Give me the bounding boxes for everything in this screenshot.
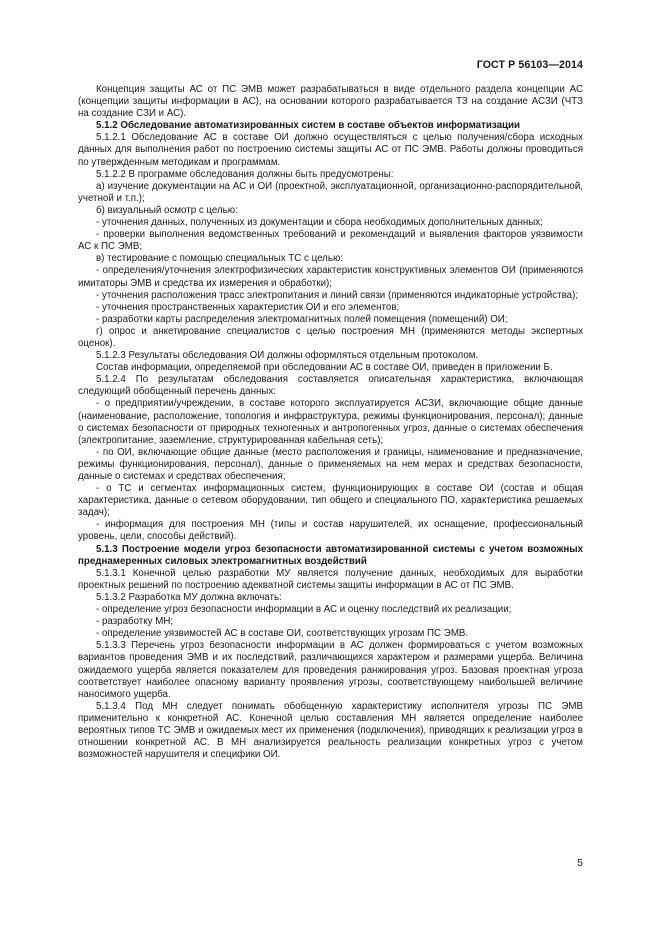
paragraph: 5.1.2.4 По результатам обследования составляется описательная характеристика, включающая следующий обобщенный перечень данных: <box>78 374 583 398</box>
list-item: - проверки выполнения ведомственных требований и рекомендаций и выявления факторов уязвимости АС к ПС ЭМВ; <box>78 229 583 253</box>
list-item: - определение уязвимостей АС в составе ОИ, соответствующих угрозам ПС ЭМВ. <box>96 628 469 640</box>
paragraph: 5.1.2.1 Обследование АС в составе ОИ должно осуществляться с целью получения/сбора исходных данных для выполнения работ по построению системы защиты АС от ПС ЭМВ. Работы должны проводиться по утвержденным методикам и программам. <box>78 132 583 168</box>
section-heading: 5.1.2 Обследование автоматизированных систем в составе объектов информатизации <box>96 120 520 132</box>
paragraph: б) визуальный осмотр с целью: <box>96 204 238 216</box>
paragraph: в) тестирование с помощью специальных ТС с целью: <box>96 253 343 265</box>
list-item: - по ОИ, включающие общие данные (место расположения и границы, наименование и предназначение, режимы функционирования, персонал), данные о применяемых на нем мерах и средствах безопасности, данные о системах и средствах обеспечения; <box>78 446 583 482</box>
list-item: - о ТС и сегментах информационных систем, функционирующих в составе ОИ (состав и общая характеристика, данные о сетевом оборудовании, тип общего и специального ПО, характеристика решаемых задач); <box>78 483 583 519</box>
paragraph: 5.1.3.2 Разработка МУ должна включать: <box>96 591 282 603</box>
paragraph: Концепция защиты АС от ПС ЭМВ может разрабатываться в виде отдельного раздела концепции АС (концепции защиты информации в АС), на основании которого разрабатывается ТЗ на создание АСЗИ (ЧТЗ на создание СЗИ и АС). <box>78 84 583 120</box>
paragraph: 5.1.3.3 Перечень угроз безопасности информации в АС должен формироваться с учетом возможных вариантов проведения ЭМВ и их последствий, различающихся характером и размерами ущерба. Величина ожидаемого ущерба является показателем для проведения ранжирования угроз. Базовая проектная угроза соответствует наиболее опасному варианту проявления угрозы, соответствующему наибольшей величине наносимого ущерба. <box>78 640 583 700</box>
list-item: - разработку МН; <box>96 616 174 628</box>
paragraph: 5.1.3.4 Под МН следует понимать обобщенную характеристику исполнителя угрозы ПС ЭМВ применительно к конкретной АС. Конечной целью составления МН является определение наиболее вероятных типов ТС ЭМВ и ожидаемых мест их применения (подключения), приводящих к реализации угроз в отношении конкретной АС. В МН анализируется реальность реализации конкретных угроз с учетом возможностей нарушителя и специфики ОИ. <box>78 700 583 761</box>
document-header: ГОСТ Р 56103—2014 <box>476 59 583 71</box>
list-item: - уточнения пространственных характеристик ОИ и его элементов; <box>96 301 400 313</box>
paragraph: а) изучение документации на АС и ОИ (проектной, эксплуатационной, организационно-распорядительной, учетной и т.п.); <box>78 180 583 204</box>
list-item: - уточнения расположения трасс электропитания и линий связи (применяются индикаторные устройства); <box>96 289 579 301</box>
page-number: 5 <box>577 857 583 869</box>
list-item: - определения/уточнения электрофизических характеристик конструктивных элементов ОИ (применяются имитаторы ЭМВ и средства их измерения и обработки); <box>78 265 583 289</box>
document-body <box>78 84 583 761</box>
paragraph: г) опрос и анкетирование специалистов с целью построения МН (применяются методы экспертных оценок). <box>78 325 583 349</box>
paragraph: Состав информации, определяемой при обследовании АС в составе ОИ, приведен в приложении Б. <box>96 362 553 374</box>
list-item: - определение угроз безопасности информации в АС и оценку последствий их реализации; <box>96 604 512 616</box>
list-item: - информация для построения МН (типы и состав нарушителей, их оснащение, профессиональный уровень, цели, способы действий). <box>78 519 583 543</box>
section-heading: 5.1.3 Построение модели угроз безопасности автоматизированной системы с учетом возможных преднамеренных силовых электромагнитных воздействий <box>78 543 583 567</box>
list-item: - разработки карты распределения электромагнитных полей помещения (помещений) ОИ; <box>96 313 508 325</box>
list-item: - уточнения данных, полученных из документации и сбора необходимых дополнительных данных; <box>96 217 543 229</box>
paragraph: 5.1.2.2 В программе обследования должны быть предусмотрены: <box>96 168 394 180</box>
paragraph: 5.1.3.1 Конечной целью разработки МУ является получение данных, необходимых для выработки проектных решений по построению адекватной системы защиты информации в АС от ПС ЭМВ. <box>78 567 583 591</box>
list-item: - о предприятии/учреждении, в составе которого эксплуатируется АСЗИ, включающие общие данные (наименование, расположение, топология и инфраструктура, режимы функционирования, персонал); данные о системах безопасности от природных техногенных и антропогенных угроз, данные о системах обеспечения (электропитание, заземление, структурированная кабельная сеть); <box>78 398 583 446</box>
paragraph: 5.1.2.3 Результаты обследования ОИ должны оформляться отдельным протоколом. <box>96 350 479 362</box>
